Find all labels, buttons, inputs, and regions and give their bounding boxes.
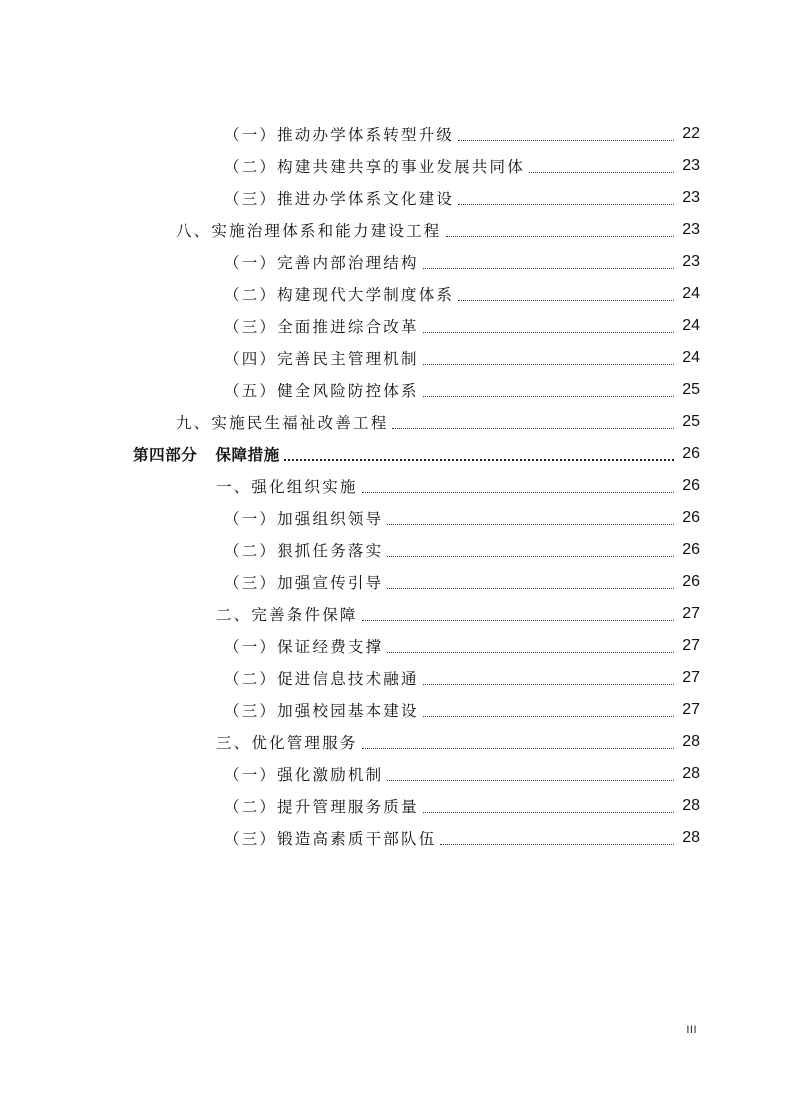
toc-dot-leader [387,651,674,653]
toc-section-entry[interactable] [0,726,793,758]
toc-section-entry[interactable] [0,470,793,502]
toc-dot-leader [458,299,674,301]
toc-page-number: 24 [682,317,700,334]
toc-dot-leader [458,139,674,141]
toc-section-entry[interactable] [0,406,793,438]
toc-entry-title: （二）提升管理服务质量 [224,798,419,816]
toc-dot-leader [423,363,674,365]
toc-page-number: 23 [682,253,700,270]
toc-dot-leader [423,811,674,813]
toc-entry-title: （一）完善内部治理结构 [224,254,419,272]
toc-entry[interactable] [0,502,793,534]
toc-page-number: 27 [682,637,700,654]
toc-entry-title: 二、完善条件保障 [216,606,358,624]
toc-page-number: 25 [682,413,700,430]
toc-entry[interactable] [0,758,793,790]
toc-dot-leader [446,235,674,237]
toc-entry[interactable] [0,246,793,278]
toc-dot-leader [423,715,674,717]
toc-page-number: 24 [682,285,700,302]
toc-entry-title: （三）锻造高素质干部队伍 [224,830,437,848]
toc-page-number: 26 [682,541,700,558]
toc-entry[interactable] [0,790,793,822]
toc-page-number: 28 [682,797,700,814]
toc-entry-title: 一、强化组织实施 [216,478,358,496]
toc-entry-title: （一）加强组织领导 [224,510,384,528]
toc-dot-leader [362,747,674,749]
toc-entry[interactable] [0,694,793,726]
toc-entry[interactable] [0,278,793,310]
toc-dot-leader [458,203,674,205]
toc-entry-title: （五）健全风险防控体系 [224,382,419,400]
toc-page-number: 26 [682,477,700,494]
toc-entry-title: （三）推进办学体系文化建设 [224,190,455,208]
toc-entry[interactable] [0,662,793,694]
toc-page-number: 28 [682,829,700,846]
toc-page-number: 22 [682,125,700,142]
toc-dot-leader [423,683,674,685]
toc-entry[interactable] [0,630,793,662]
toc-dot-leader [387,779,674,781]
toc-entry-title: （二）构建现代大学制度体系 [224,286,455,304]
toc-entry-title: （二）构建共建共享的事业发展共同体 [224,158,525,176]
toc-page-number: 23 [682,189,700,206]
toc-dot-leader [392,427,674,429]
toc-dot-leader [423,267,674,269]
toc-entry[interactable] [0,150,793,182]
toc-entry[interactable] [0,182,793,214]
toc-page-number: 27 [682,605,700,622]
toc-entry[interactable] [0,310,793,342]
toc-dot-leader [387,523,674,525]
toc-entry[interactable] [0,566,793,598]
toc-section-entry[interactable] [0,598,793,630]
toc-page-number: 23 [682,221,700,238]
toc-entry[interactable] [0,822,793,854]
toc-entry-title: （三）加强校园基本建设 [224,702,419,720]
toc-part-heading [133,443,280,465]
toc-page-number: 25 [682,381,700,398]
toc-part-entry[interactable] [0,438,793,470]
toc-dot-leader [362,491,674,493]
toc-entry-title: （一）推动办学体系转型升级 [224,126,455,144]
toc-page-number: 28 [682,733,700,750]
toc-page-number: 23 [682,157,700,174]
toc-dot-leader [284,458,674,461]
toc-dot-leader [440,843,674,845]
toc-entry-title: （二）促进信息技术融通 [224,670,419,688]
toc-entry-title: （三）加强宣传引导 [224,574,384,592]
toc-entry[interactable] [0,374,793,406]
toc-section-entry[interactable] [0,214,793,246]
toc-entry-title: （二）狠抓任务落实 [224,542,384,560]
toc-entry-title: （一）强化激励机制 [224,766,384,784]
toc-entry[interactable] [0,118,793,150]
toc-dot-leader [529,171,674,173]
toc-dot-leader [387,555,674,557]
toc-dot-leader [423,395,674,397]
toc-dot-leader [423,331,674,333]
table-of-contents [0,118,793,854]
toc-entry-title: 三、优化管理服务 [216,734,358,752]
toc-page-number: 26 [682,445,700,462]
toc-entry-title: 九、实施民生福祉改善工程 [176,414,389,432]
toc-page-number: 26 [682,509,700,526]
toc-part-label: 第四部分 [133,446,198,464]
toc-page-number: 27 [682,701,700,718]
toc-entry-title: （四）完善民主管理机制 [224,350,419,368]
toc-dot-leader [362,619,674,621]
toc-page-number: 26 [682,573,700,590]
toc-entry[interactable] [0,342,793,374]
toc-dot-leader [387,587,674,589]
toc-entry-title: （一）保证经费支撑 [224,638,384,656]
toc-page-number: 27 [682,669,700,686]
toc-part-title: 保障措施 [215,446,280,464]
toc-entry-title: （三）全面推进综合改革 [224,318,419,336]
toc-entry-title: 八、实施治理体系和能力建设工程 [176,222,442,240]
toc-page-number: 28 [682,765,700,782]
toc-entry[interactable] [0,534,793,566]
toc-page-number: 24 [682,349,700,366]
page-number-footer: III [686,1024,697,1036]
